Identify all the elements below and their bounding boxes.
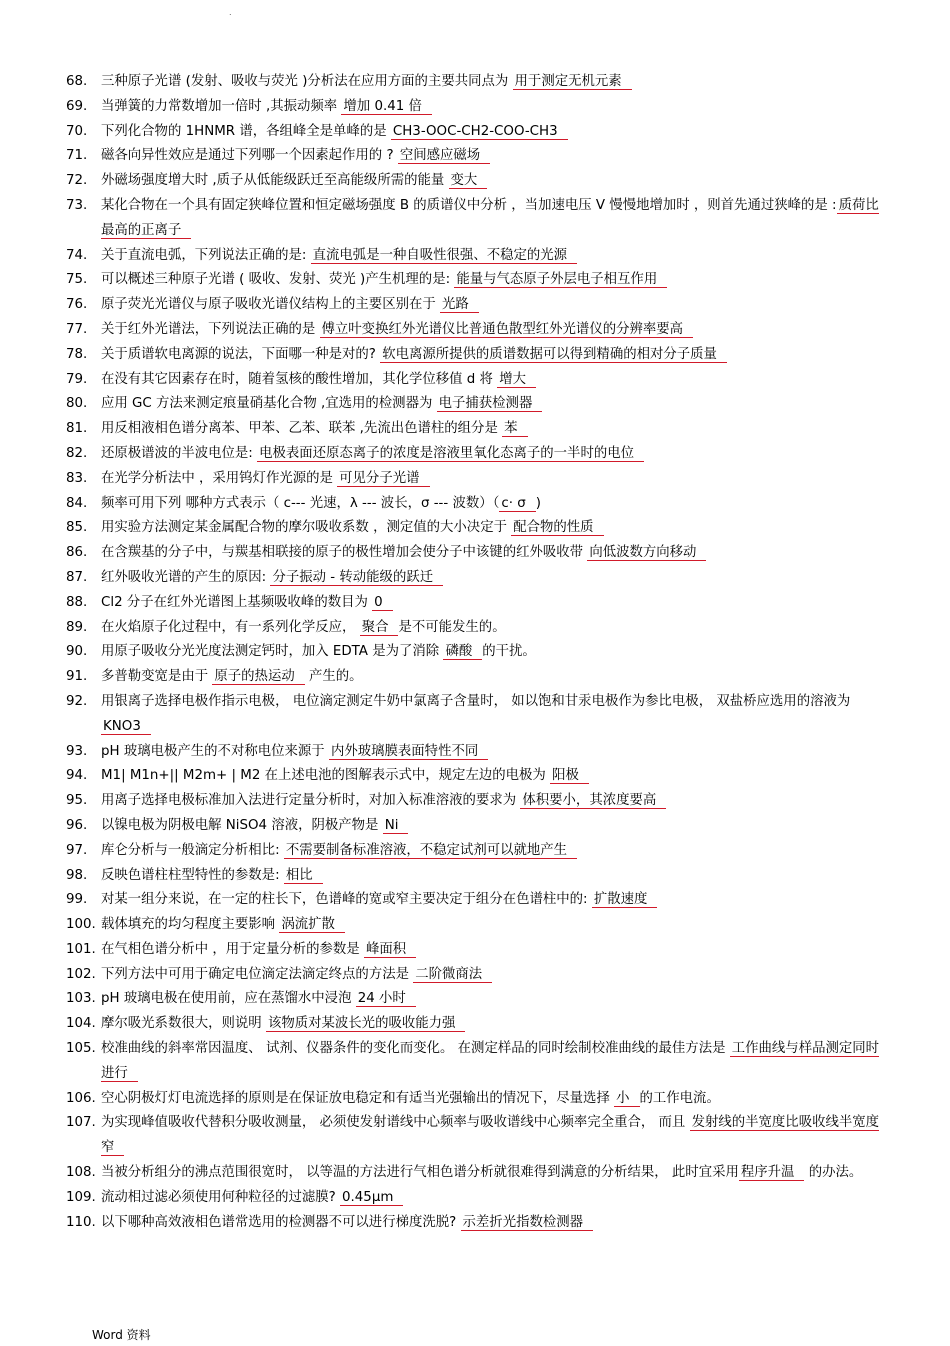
question-number: 108.: [66, 1165, 96, 1181]
answer-text: 程序升温: [739, 1165, 805, 1181]
question-text: 库仑分析与一般滴定分析相比:: [101, 842, 284, 858]
answer-text: CH3-OOC-CH2-COO-CH3: [391, 124, 568, 140]
question-text: 外磁场强度增大时 ,质子从低能级跃迁至高能级所需的能量: [101, 173, 449, 189]
question-list: [66, 70, 886, 1235]
question-text: 原子荧光光谱仪与原子吸收光谱仪结构上的主要区别在于: [101, 297, 441, 313]
question-number: 78.: [66, 346, 88, 362]
question-number: 94.: [66, 768, 88, 784]
question-text: 用离子选择电极标准加入法进行定量分析时，对加入标准溶液的要求为: [101, 793, 521, 809]
question-number: 81.: [66, 421, 88, 437]
question-text: 还原极谱波的半波电位是:: [101, 445, 258, 461]
question-number: 82.: [66, 445, 88, 461]
question-text: 用实验方法测定某金属配合物的摩尔吸收系数 ，测定值的大小决定于: [101, 520, 512, 536]
answer-text: 峰面积: [364, 942, 416, 958]
question-tail: 的办法。: [804, 1165, 863, 1181]
question-number: 87.: [66, 569, 88, 585]
question-item: [66, 839, 886, 864]
question-number: 99.: [66, 892, 88, 908]
question-number: 109.: [66, 1189, 96, 1205]
question-text: 红外吸收光谱的产生的原因:: [101, 569, 271, 585]
question-text: 用反相液相色谱分离苯、甲苯、乙苯、联苯 ,先流出色谱柱的组分是: [101, 421, 503, 437]
question-number: 98.: [66, 867, 88, 883]
question-item: [66, 665, 886, 690]
question-text: 关于质谱软电离源的说法，下面哪一种是对的?: [101, 346, 381, 362]
question-text: 下列方法中可用于确定电位滴定法滴定终点的方法是: [101, 966, 414, 982]
question-text: M1| M1n+|| M2m+ | M2 在上述电池的图解表示式中，规定左边的电极为: [101, 768, 551, 784]
question-number: 83.: [66, 470, 88, 486]
question-number: 85.: [66, 520, 88, 536]
answer-text: 24 小时: [356, 991, 416, 1007]
question-number: 105.: [66, 1041, 96, 1057]
question-item: [66, 244, 886, 269]
question-number: 103.: [66, 991, 96, 1007]
question-tail: ): [535, 495, 541, 511]
question-number: 68.: [66, 74, 88, 89]
question-text: 用银离子选择电极作指示电极， 电位滴定测定牛奶中氯离子含量时， 如以饱和甘汞电极作为参比电极， 双盐桥应选用的溶液为: [101, 693, 851, 709]
question-text: 下列化合物的 1HNMR 谱，各组峰全是单峰的是: [101, 123, 391, 139]
question-number: 93.: [66, 743, 88, 759]
question-number: 77.: [66, 321, 88, 337]
question-item: [66, 417, 886, 442]
question-item: [66, 467, 886, 492]
question-item: [66, 1111, 886, 1161]
question-number: 69.: [66, 98, 88, 114]
question-item: [66, 616, 886, 641]
question-number: 76.: [66, 297, 88, 313]
question-tail: 的干扰。: [482, 644, 536, 660]
question-text: 在气相色谱分析中 ，用于定量分析的参数是: [101, 941, 364, 957]
question-item: [66, 1037, 886, 1087]
question-number: 92.: [66, 693, 88, 709]
question-item: [66, 343, 886, 368]
answer-text: 聚合: [360, 620, 399, 636]
question-text: 可以概述三种原子光谱 ( 吸收、发射、荧光 )产生机理的是:: [101, 272, 455, 288]
answer-text: 该物质对某波长光的吸收能力强: [266, 1016, 465, 1032]
question-number: 75.: [66, 272, 88, 288]
question-number: 89.: [66, 619, 88, 635]
question-text: 多普勒变宽是由于: [101, 669, 213, 685]
answer-text: 配合物的性质: [511, 520, 603, 536]
question-text: 载体填充的均匀程度主要影响: [101, 917, 280, 933]
question-item: [66, 268, 886, 293]
question-number: 106.: [66, 1090, 96, 1106]
question-number: 110.: [66, 1214, 96, 1230]
answer-text: 原子的热运动: [212, 669, 304, 685]
answer-text: 二阶微商法: [413, 967, 492, 983]
answer-text: 0.45μm: [340, 1190, 403, 1206]
question-tail: 是不可能发生的。: [398, 619, 506, 635]
question-item: [66, 368, 886, 393]
answer-text: 变大: [449, 173, 488, 189]
answer-text: 发射线的半宽度比吸收线半宽度窄: [101, 1115, 880, 1156]
answer-text: c· σ: [499, 496, 535, 512]
answer-text: 空间感应磁场: [398, 148, 490, 164]
question-number: 95.: [66, 793, 88, 809]
question-number: 79.: [66, 371, 88, 387]
question-item: [66, 864, 886, 889]
question-number: 74.: [66, 247, 88, 263]
answer-text: 不需要制备标准溶液，不稳定试剂可以就地产生: [284, 843, 577, 859]
answer-text: 电极表面还原态离子的浓度是溶液里氧化态离子的一半时的电位: [257, 446, 644, 462]
question-text: 在火焰原子化过程中，有一系列化学反应，: [101, 619, 360, 635]
question-number: 100.: [66, 917, 96, 933]
question-number: 90.: [66, 644, 88, 660]
question-item: [66, 888, 886, 913]
question-text: 三种原子光谱 (发射、吸收与荧光 )分析法在应用方面的主要共同点为: [101, 74, 513, 89]
question-item: [66, 938, 886, 963]
question-text: 应用 GC 方法来测定痕量硝基化合物 ,宜选用的检测器为: [101, 396, 437, 412]
question-item: [66, 541, 886, 566]
question-text: 关于红外光谱法，下列说法正确的是: [101, 321, 320, 337]
question-text: 为实现峰值吸收代替积分吸收测量， 必须使发射谱线中心频率与吸收谱线中心频率完全重合， 而且: [101, 1115, 690, 1131]
question-item: [66, 194, 886, 244]
question-number: 102.: [66, 966, 96, 982]
question-text: 磁各向异性效应是通过下列哪一个因素起作用的 ?: [101, 148, 398, 164]
question-text: Cl2 分子在红外光谱图上基频吸收峰的数目为: [101, 594, 373, 610]
question-item: [66, 1161, 886, 1186]
question-text: 在光学分析法中 ，采用钨灯作光源的是: [101, 470, 338, 486]
question-number: 73.: [66, 197, 88, 213]
answer-text: KNO3: [101, 719, 151, 735]
answer-text: 0: [372, 595, 393, 611]
question-number: 84.: [66, 495, 88, 511]
question-item: [66, 169, 886, 194]
question-text: 关于直流电弧，下列说法正确的是:: [101, 247, 311, 263]
question-item: [66, 1211, 886, 1236]
question-tail: 产生的。: [304, 669, 363, 685]
question-number: 97.: [66, 842, 88, 858]
question-text: 空心阴极灯灯电流选择的原则是在保证放电稳定和有适当光强输出的情况下，尽量选择: [101, 1090, 615, 1106]
question-item: [66, 516, 886, 541]
question-text: 频率可用下列 哪种方式表示（ c--- 光速，λ --- 波长，σ --- 波数）（: [101, 495, 500, 511]
answer-text: 用于测定无机元素: [513, 74, 632, 90]
question-item: [66, 392, 886, 417]
answer-text: 分子振动 - 转动能级的跃迁: [270, 570, 443, 586]
question-number: 72.: [66, 173, 88, 189]
header-dot: .: [229, 8, 232, 17]
question-item: [66, 690, 886, 740]
question-number: 71.: [66, 148, 88, 164]
question-text: 流动相过滤必须使用何种粒径的过滤膜?: [101, 1189, 341, 1205]
question-item: [66, 764, 886, 789]
question-text: 某化合物在一个具有固定狭峰位置和恒定磁场强度 B 的质谱仪中分析 ，当加速电压 V 慢慢地增加时 ，则首先通过狭峰的是 :: [101, 197, 837, 213]
question-number: 91.: [66, 669, 88, 685]
answer-text: 光路: [440, 297, 479, 313]
question-text: 在含羰基的分子中，与羰基相联接的原子的极性增加会使分子中该键的红外吸收带: [101, 545, 588, 561]
question-text: 当被分析组分的沸点范围很宽时， 以等温的方法进行气相色谱分析就很难得到满意的分析结果， 此时宜采用: [101, 1165, 739, 1181]
question-item: [66, 70, 886, 95]
answer-text: 扩散速度: [592, 892, 658, 908]
question-item: [66, 120, 886, 145]
question-text: 用原子吸收分光光度法测定钙时，加入 EDTA 是为了消除: [101, 644, 444, 660]
question-item: [66, 442, 886, 467]
question-tail: 的工作电流。: [639, 1090, 720, 1106]
question-text: 当弹簧的力常数增加一倍时 ,其振动频率: [101, 98, 342, 114]
question-item: [66, 492, 886, 517]
answer-text: 相比: [284, 868, 323, 884]
question-item: [66, 987, 886, 1012]
answer-text: 可见分子光谱: [337, 471, 429, 487]
question-item: [66, 144, 886, 169]
question-text: 以镍电极为阴极电解 NiSO4 溶液，阴极产物是: [101, 817, 383, 833]
question-item: [66, 591, 886, 616]
answer-text: 涡流扩散: [279, 917, 345, 933]
answer-text: 内外玻璃膜表面特性不同: [329, 744, 488, 760]
question-text: 摩尔吸光系数很大，则说明: [101, 1016, 266, 1032]
question-text: 反映色谱柱柱型特性的参数是:: [101, 867, 284, 883]
question-text: 在没有其它因素存在时，随着氢核的酸性增加，其化学位移值 d 将: [101, 371, 498, 387]
answer-text: 小: [614, 1091, 639, 1107]
answer-text: 直流电弧是一种自吸性很强、不稳定的光源: [311, 248, 577, 264]
question-text: 对某一组分来说，在一定的柱长下，色谱峰的宽或窄主要决定于组分在色谱柱中的:: [101, 892, 592, 908]
question-item: [66, 740, 886, 765]
question-number: 101.: [66, 941, 96, 957]
question-number: 88.: [66, 594, 88, 610]
answer-text: 体积要小，其浓度要高: [520, 793, 666, 809]
question-number: 80.: [66, 396, 88, 412]
question-item: [66, 640, 886, 665]
question-item: [66, 814, 886, 839]
question-item: [66, 1186, 886, 1211]
question-item: [66, 293, 886, 318]
answer-text: 傅立叶变换红外光谱仪比普通色散型红外光谱仪的分辨率要高: [320, 322, 694, 338]
question-item: [66, 913, 886, 938]
question-text: pH 玻璃电极在使用前，应在蒸馏水中浸泡: [101, 991, 356, 1007]
answer-text: 示差折光指数检测器: [461, 1215, 594, 1231]
question-text: 以下哪种高效液相色谱常选用的检测器不可以进行梯度洗脱?: [101, 1214, 461, 1230]
answer-text: 阳极: [550, 768, 589, 784]
question-number: 107.: [66, 1115, 96, 1131]
question-item: [66, 1087, 886, 1112]
question-item: [66, 566, 886, 591]
answer-text: 向低波数方向移动: [587, 545, 706, 561]
question-number: 70.: [66, 123, 88, 139]
answer-text: 增大: [497, 372, 536, 388]
answer-text: 质荷比最高的正离子: [101, 197, 879, 238]
question-number: 104.: [66, 1016, 96, 1032]
page-footer: Word 资料: [92, 1328, 151, 1342]
question-text: pH 玻璃电极产生的不对称电位来源于: [101, 743, 329, 759]
question-text: 校准曲线的斜率常因温度、 试剂、仪器条件的变化而变化。 在测定样品的同时绘制校准曲线的最佳方法是: [101, 1041, 730, 1057]
question-item: [66, 318, 886, 343]
answer-text: 增加 0.41 倍: [341, 99, 432, 115]
question-number: 86.: [66, 545, 88, 561]
question-item: [66, 789, 886, 814]
answer-text: 能量与气态原子外层电子相互作用: [454, 272, 667, 288]
question-item: [66, 963, 886, 988]
answer-text: 磷酸: [443, 644, 482, 660]
question-item: [66, 95, 886, 120]
question-item: [66, 1012, 886, 1037]
answer-text: 电子捕获检测器: [437, 396, 543, 412]
answer-text: 工作曲线与样品测定同时进行: [101, 1041, 880, 1081]
answer-text: 苯: [502, 421, 527, 437]
question-number: 96.: [66, 817, 88, 833]
answer-text: 软电离源所提供的质谱数据可以得到精确的相对分子质量: [380, 347, 727, 363]
answer-text: Ni: [383, 818, 409, 834]
